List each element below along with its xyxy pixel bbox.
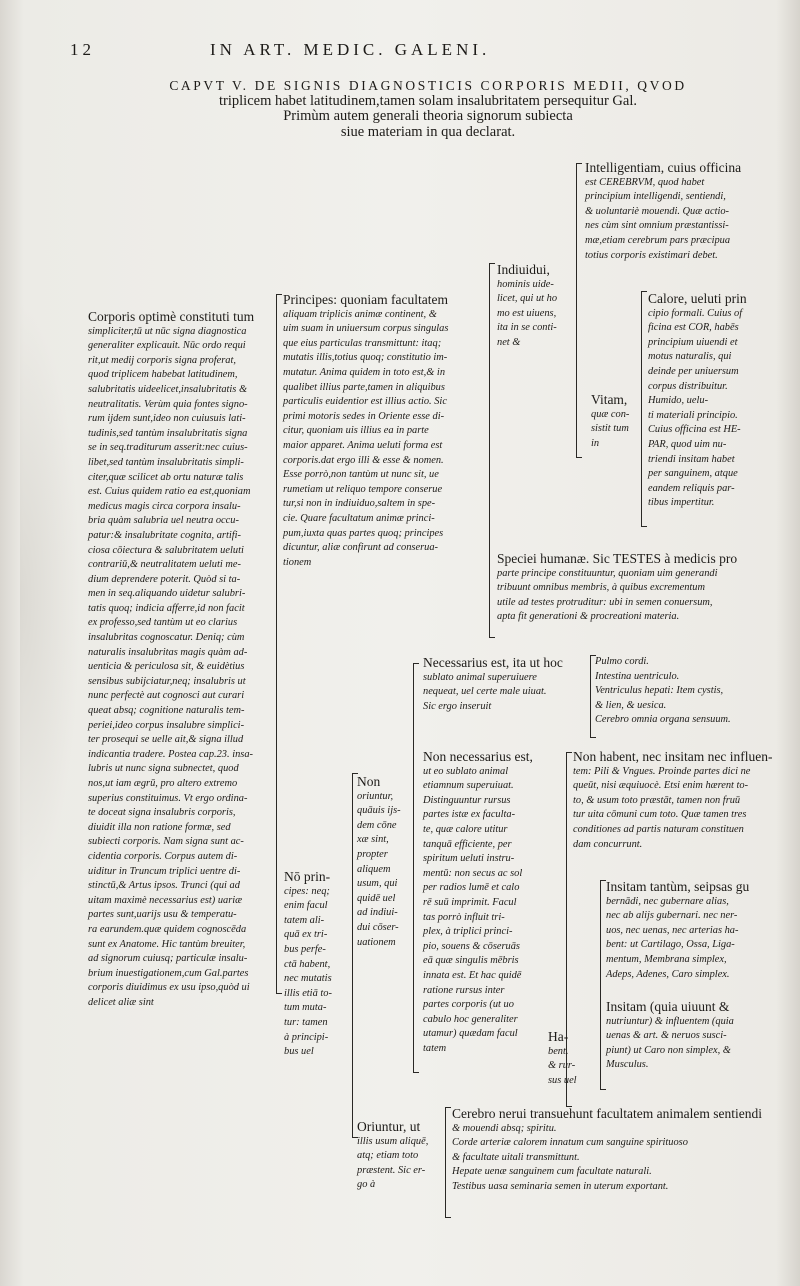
intro-column [88,310,274,1011]
calore-block [648,292,796,511]
left-column-line: partes sunt,uarijs usu & temperatu- [88,909,237,921]
non-habent-line: tur uita cōmuni cum toto. Quæ tamen tres [573,809,747,821]
pulmo-line: & lien, & uesica. [595,699,667,711]
brace-insitam [600,880,601,1090]
principes-line: aliquam triplicis animæ continent, & [283,308,437,320]
principes-line: que eius particulas transmittunt: itaq; [283,337,442,349]
non-oriuntur-line: uationem [357,936,396,948]
insitam1-line: uos, nec uenas, nec arterias ha- [606,924,739,936]
page-number: 12 [70,40,95,59]
non-necessarius-line: mentū: non secus ac sol [423,867,523,879]
non-necessarius-line: cabulo hoc generaliter [423,1013,518,1025]
oriuntur-line: atq; etiam toto [357,1150,419,1162]
left-column-line: contrariū,& neutralitatem ueluti me- [88,559,241,571]
brace-individui [576,163,577,458]
non-necessarius-line: innata est. Et hac quidē [423,969,522,981]
insitam2-line: nutriuntur) & influentem (quia [606,1015,734,1027]
non-necessarius-line: rē suū imprimit. Facul [423,896,517,908]
non-habent-line: to, & usum toto præstāt, tamen non fruū [573,794,741,806]
vitam-line: Vitam, [591,392,628,407]
speciei-line: apta fit generationi & procreationi materia. [497,611,680,623]
non-necessarius-line: tanquā efficiente, per [423,838,512,850]
left-column-line: nunc perfectè aut cognosci aut curari [88,690,245,702]
calore-line: deinde per uniuersum [648,365,739,377]
non-oriuntur-line: dem cōne [357,819,397,831]
left-column-line: quod triplicem habebat latitudinem, [88,369,238,381]
left-column-line: simpliciter,tū ut nūc signa diagnostica [88,325,247,337]
oriuntur-line: illis usum aliquē, [357,1135,429,1147]
brace-principes [489,263,490,638]
intelligentiam-line: & uoluntariè mouendi. Quæ actio- [585,205,730,217]
left-column-line: ad signorum cuiusq; particulæ insalu- [88,953,248,965]
non-oriuntur-line: xæ sint, [357,834,389,846]
calore-line: Cuius officina est HE- [648,424,741,436]
principes-line: cie. Quare facultatum animæ princi- [283,512,435,524]
non-necessarius-line: plex, à triplici princi- [423,926,513,938]
page-shadow [20,300,80,900]
principes-line: pum,iuxta quas partes quoq; principes [283,527,444,539]
non-necessarius-line: etiamnum superuiuat. [423,780,514,792]
oriuntur-block [357,1120,445,1193]
calore-line: eandem reliquis par- [648,482,735,494]
insitam1-line: Insitam tantùm, seipsas gu [606,879,750,894]
left-column-line: uitam maximè necessarius est) uariæ [88,894,243,906]
necessarius-line: sublato animal superuiuere [423,671,537,683]
principes-line: qualibet illius parte,tamen in aliquibus [283,381,445,393]
left-column-line: cidentia corporis. Corpus autem di- [88,850,238,862]
calore-line: PAR, quod uim nu- [648,438,727,450]
non-necessarius-line: partes corporis (ut uo [423,999,514,1011]
insitam1-line: Adeps, Adenes, Caro simplex. [606,968,730,980]
left-column-line: ciosa cōiectura & salubritatem ueluti [88,544,244,556]
non-necessarius-line: ratione rursus inter [423,984,505,996]
speciei-line: parte principe constituuntur, quoniam uim generandi [497,567,718,579]
non-principes-line: bus uel [284,1046,314,1058]
speciei-block [497,552,793,625]
cerebro-line: Testibus uasa seminaria semen in uterum exportant. [452,1180,669,1192]
brace-non-principes [352,773,353,1138]
left-column-line: sunt ex Anatome. Hic tantùm breuiter, [88,938,246,950]
non-necessarius-line: eā quæ singulis mēbris [423,955,519,967]
non-principes-line: tur: tamen [284,1016,328,1028]
vitam-block [591,393,639,451]
habent-line: sus uel [548,1074,577,1086]
non-principes-line: illis etiā to- [284,987,332,999]
non-oriuntur-line: usum, qui [357,878,398,890]
principes-line: particulis euidentior est illius actio. Sic [283,396,447,408]
intelligentiam-line: principium intelligendi, sentiendi, [585,191,726,203]
oriuntur-line: Oriuntur, ut [357,1119,421,1134]
non-necessarius-line: per radios lumē et calo [423,882,520,894]
non-principes-line: ctā habent, [284,958,331,970]
non-principes-line: enim facul [284,900,328,912]
left-column-line: Corporis optimè constituti tum [88,309,255,324]
cerebro-block [452,1107,796,1195]
habent-line: bent. [548,1045,569,1057]
non-principes-line: tum muta- [284,1002,327,1014]
insitam-second-block [606,1000,796,1073]
non-necessarius-line: ut eo sublato animal [423,765,509,777]
left-column-line: ra earundem.quæ quidem cognoscēda [88,923,247,935]
non-habent-line: Non habent, nec insitam nec influen- [573,749,773,764]
non-principes-line: à principi- [284,1031,329,1043]
left-column-line: diuidit illa non ratione formæ, sed [88,821,231,833]
oriuntur-line: go à [357,1179,376,1191]
left-column-line: generaliter explicauit. Nūc ordo requi [88,340,246,352]
left-column-line: sensibus subijciatur,neq; insalubris ut [88,675,246,687]
principes-line: Principes: quoniam facultatem [283,292,448,307]
left-column-line: libet,sed tantùm insalubritatis simpli- [88,456,244,468]
principes-line: primi motoris sedes in Oriente esse di- [283,410,445,422]
left-column-line: tatis quoq; indicia afferre,id non facit [88,602,245,614]
pulmo-line: Intestina uentriculo. [595,670,680,682]
left-column-line: stinctū,& Artus ipsos. Trunci (qui ad [88,880,240,892]
left-column-line: bria quàm salubria uel neutra occu- [88,515,239,527]
insitam2-line: piunt) ut Caro non simplex, & [606,1044,731,1056]
non-habent-line: conditiones ad partis naturam constituen [573,823,744,835]
pulmo-block [595,655,795,728]
brace-oriuntur [445,1107,446,1218]
brace-necessarius [590,655,591,738]
speciei-line: tribuunt omnibus membris, à quibus excrementum [497,582,705,594]
heading-line-1: CAPVT V. DE SIGNIS DIAGNOSTICIS CORPORIS MEDII, QVOD [169,78,687,93]
principes-line: mutatis illis,totius quoq; constitutio im- [283,352,448,364]
individui-block [497,263,575,351]
insitam2-line: Insitam (quia uiuunt & [606,999,730,1014]
principes-line: mutatur. Anima quidem in toto est,& in [283,366,446,378]
left-column-line: indicantia tradere. Postea cap.23. insa- [88,748,253,760]
non-necessarius-line: Distinguuntur rursus [423,794,511,806]
chapter-heading [88,78,768,140]
non-necessarius-block [423,750,563,1056]
intelligentiam-line: est CEREBRVM, quod habet [585,176,705,188]
oriuntur-line: præstent. Sic er- [357,1164,426,1176]
left-column-line: patur:& insalubritate cognita, artifi- [88,529,241,541]
insitam2-line: uenas & art. & neruos susci- [606,1030,727,1042]
non-necessarius-line: pio, souens & cōseruās [423,940,520,952]
brace-non-oriuntur [413,663,414,1073]
insitam1-line: bernādi, nec gubernare alias, [606,895,729,907]
left-column-line: periei,ideo corpus insalubre simplici- [88,719,245,731]
calore-line: triendi insitam habet [648,453,735,465]
insitam-first-block [606,880,796,982]
necessarius-line: nequeat, uel certe male uiuat. [423,686,547,698]
left-column-line: ter prosequi se uelle ait,& signa illud [88,734,244,746]
calore-line: Calore, ueluti prin [648,291,747,306]
left-column-line: salubritatis uideelicet,insalubritatis & [88,383,248,395]
heading-line-2: triplicem habet latitudinem,tamen solam insalubritatem persequitur Gal. [219,92,637,109]
individui-line: licet, qui ut ho [497,293,558,305]
non-oriuntur-block [357,775,411,950]
insitam2-line: Musculus. [606,1059,649,1071]
non-necessarius-line: tas porrò influit tri- [423,911,505,923]
left-column-line: citer,quæ scilicet ab ortu naturæ talis [88,471,244,483]
left-column-line: naturalis insalubritas magis quàm ad- [88,646,248,658]
individui-line: Indiuidui, [497,262,550,277]
left-column-line: medicus magis circa corpora insalu- [88,500,241,512]
left-column-line: nos,ut iam ægrū, pro altero extremo [88,778,238,789]
calore-line: cipio formali. Cuius of [648,307,743,319]
principes-line: maior apparet. Anima ueluti forma est [283,439,443,451]
pulmo-line: Cerebro omnia organa sensuum. [595,714,731,726]
vitam-line: in [591,437,600,449]
habent-line: & rur- [548,1060,576,1072]
left-column-line: dium deprendere poterit. Quòd si ta- [88,573,241,585]
individui-line: hominis uide- [497,278,554,290]
vitam-line: sistit tum [591,423,629,435]
individui-line: ita in se conti- [497,322,557,334]
calore-line: Humido, uelu- [648,395,709,407]
left-column-line: neutralitatis. Verùm quia fontes signo- [88,398,248,410]
brace-vitam [641,291,642,527]
non-necessarius-line: spiritum ueluti instru- [423,853,515,865]
left-column-line: superius constituimus. Vt ergo ordina- [88,792,248,804]
non-principes-line: bus perfe- [284,943,326,955]
vitam-line: quæ con- [591,408,630,420]
non-principes-block [284,870,350,1060]
principes-line: dicuntur, aliæ confirunt ad conserua- [283,542,438,554]
non-oriuntur-line: ad indiui- [357,907,398,919]
left-column-line: rum ijdem sunt,ideo non cuiusuis lati- [88,413,246,425]
principes-line: citur, quoniam uis illius ea in parte [283,425,429,437]
left-column-line: uenticia & periculosa sit, & euidètius [88,661,245,673]
non-oriuntur-line: propter [357,848,388,860]
left-column-line: brium inuestigationem,cum Gal.partes [88,967,249,979]
non-habent-line: queūt, nisi æquiuocè. Etsi enim hærent to- [573,780,749,792]
principes-line: rumetiam ut reliquo tempore conserue [283,483,443,495]
cerebro-line: Hepate uenæ sanguinem cum facultate naturali. [452,1166,652,1178]
non-principes-line: cipes: neq; [284,885,330,897]
principes-line: corporis.dat ergo illi & esse & nomen. [283,454,444,466]
habent-block [548,1030,594,1088]
insitam1-line: mentum, Membrana simplex, [606,953,727,965]
speciei-line: utile ad testes protruditur: ubi in semen conuersum, [497,596,713,608]
non-principes-line: quā ex tri- [284,929,328,941]
left-column-line: men in seq.aliquando uidetur salubri- [88,588,246,600]
cerebro-line: & mouendi absq; spiritu. [452,1122,557,1134]
pulmo-line: Pulmo cordi. [595,656,649,667]
left-column-line: est. Cuius quidem ratio ea est,quoniam [88,486,251,498]
insitam1-line: bent: ut Cartilago, Ossa, Liga- [606,939,735,951]
non-principes-line: nec mutatis [284,973,332,985]
left-column-line: delicet aliæ sint [88,996,154,1008]
necessarius-line: Sic ergo inseruit [423,700,492,712]
cerebro-line: & facultate uitali transmittunt. [452,1151,580,1163]
non-necessarius-line: tatem [423,1042,447,1054]
principes-line: tur,si non in indiuiduo,saltem in spe- [283,498,436,510]
left-column-line: ex professo,sed tantùm ut eo clarius [88,617,238,629]
insitam1-line: nec ab alijs gubernari. nec ner- [606,910,738,922]
non-oriuntur-line: quāuis ijs- [357,805,401,817]
calore-line: principium uiuendi et [648,336,738,348]
non-oriuntur-line: quidē uel [357,892,396,904]
left-column-line: rit,ut medij corporis signa proferat, [88,354,236,366]
intelligentiam-block [585,161,795,263]
habent-line: Ha- [548,1029,569,1044]
individui-line: net & [497,336,521,348]
principes-line: tionem [283,556,312,568]
calore-line: tibus impertitur. [648,497,715,509]
intelligentiam-line: mæ,etiam cerebrum pars præcipua [585,234,731,246]
individui-line: mo est uiuens, [497,307,557,319]
brace-main [276,294,277,994]
intelligentiam-line: nes cùm sint omnium præstantissi- [585,220,729,232]
heading-line-4: siue materiam in qua declarat. [340,123,516,140]
necessarius-line: Necessarius est, ita ut hoc [423,655,563,670]
non-oriuntur-line: Non [357,774,381,789]
calore-line: ficina est COR, habēs [648,322,739,334]
pulmo-line: Ventriculus hepati: Item cystis, [595,685,724,697]
left-column-line: corporis diuidimus ex usu ipso,quòd ui [88,982,250,994]
left-column-line: insalubritas cognoscatur. Deniq; cùm [88,632,245,644]
cerebro-line: Corde arteriæ calorem innatum cum sanguine spirituoso [452,1137,688,1149]
left-column-line: subiecti corporis. Nam signa sunt ac- [88,836,244,848]
calore-line: per sanguinem, atque [648,468,738,480]
intelligentiam-line: Intelligentiam, cuius officina [585,160,742,175]
non-habent-line: dam concurrunt. [573,838,643,850]
calore-line: ti materiali principio. [648,409,738,421]
left-column-line: queat absq; cognitione naturalis tem- [88,705,245,717]
cerebro-line: Cerebro nerui transuehunt facultatem animalem sentiendi [452,1106,763,1121]
running-title: IN ART. MEDIC. GALENI. [210,40,491,59]
non-oriuntur-line: oriuntur, [357,790,394,802]
non-habent-line: tem: Pili & Vngues. Proinde partes dici ne [573,765,751,777]
principes-line: uim suam in uniuersum corpus singulas [283,323,449,335]
non-oriuntur-line: aliquem [357,863,391,875]
left-column-line: uiditur in Truncum triplici uentre di- [88,865,241,877]
left-column-line: se in seq.traditurum asserit:nec cuius- [88,442,248,454]
left-column-line: te doceat signa insalubris corporis, [88,807,236,819]
non-habent-block [573,750,795,852]
calore-line: corpus distribuitur. [648,380,728,392]
non-necessarius-line: utamur) quædam facul [423,1028,518,1040]
non-necessarius-line: te, quæ calore utitur [423,823,508,835]
non-necessarius-line: Non necessarius est, [423,749,533,764]
necessarius-block [423,656,588,714]
intelligentiam-line: totius corporis existimari debet. [585,249,718,261]
left-column-line: lubris ut nunc signa subnectet, quod [88,763,239,775]
principes-block [283,293,488,570]
heading-line-3: Primùm autem generali theoria signorum subiecta [283,108,573,124]
non-principes-line: Nō prin- [284,869,331,884]
non-necessarius-line: partes istæ ex faculta- [423,809,516,821]
speciei-line: Speciei humanæ. Sic TESTES à medicis pro [497,551,738,566]
calore-line: motus naturalis, qui [648,351,732,363]
principes-line: Esse porrò,non tantùm ut nunc sit, ue [283,469,439,481]
non-principes-line: tatem ali- [284,914,325,926]
non-oriuntur-line: dui cōser- [357,921,399,933]
left-column-line: tudinis,sed tantùm insalubritatis signa [88,427,248,439]
